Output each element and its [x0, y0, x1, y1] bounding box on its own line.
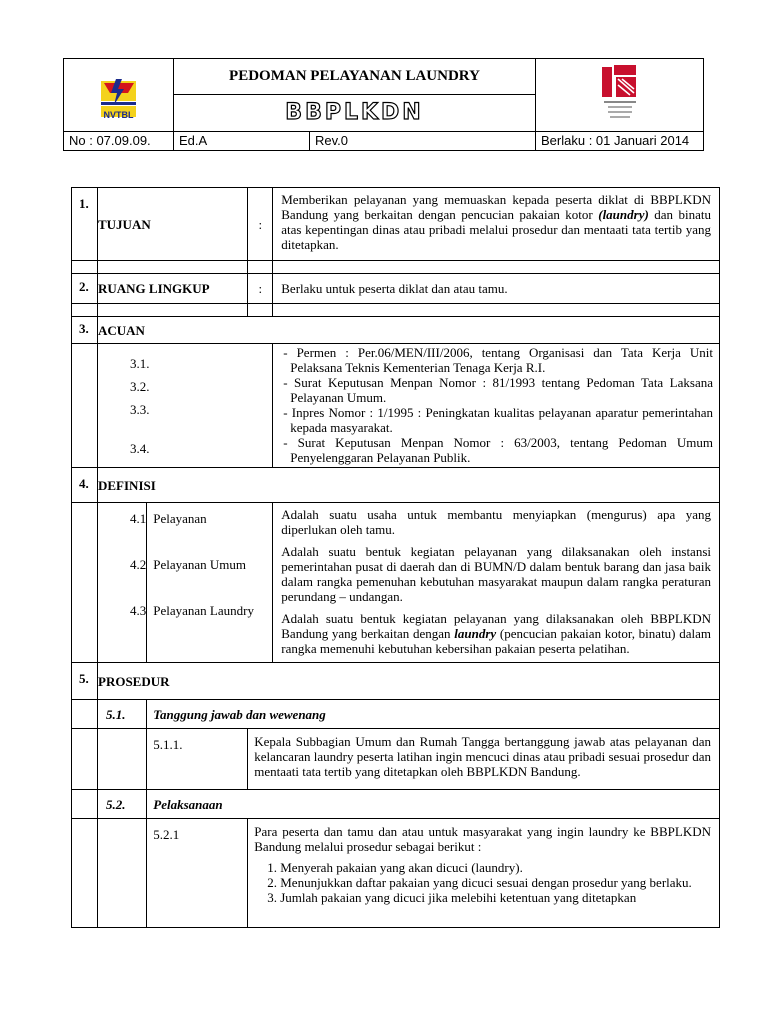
edition: Ed.A — [174, 132, 310, 150]
section-label: RUANG LINGKUP — [98, 274, 248, 304]
purpose-text: Memberikan pelayanan yang memuaskan kepada peserta diklat di BBPLKDN Bandung yang berkaitan dengan pencucian pakaian kotor (laundry) dan binatu atas kepentingan dinas atau pribadi melalui prosedur dan mentaati tata tertib yang ditetapkan. — [273, 188, 720, 261]
item-number: 5.1.1. — [147, 729, 248, 790]
document-header — [63, 58, 704, 151]
section-label: ACUAN — [98, 317, 720, 344]
reference-item: - Surat Keputusan Menpan Nomor : 63/2003, tentang Pedoman Umum Penyelenggaran Pelayanan Publik. — [283, 435, 713, 465]
section-colon: : — [248, 274, 273, 304]
section-procedure-header — [72, 663, 720, 700]
item-text: Kepala Subbagian Umum dan Rumah Tangga bertanggung jawab atas pelayanan dan kelancaran laundry peserta latihan ingin mencuci dinas atau pribadi sesuai prosedur dan mentaati tata tertib yang ditetapkan oleh BBPLKDN Bandung. — [248, 729, 720, 790]
section-label: PROSEDUR — [98, 663, 720, 700]
step-item: 1. Menyerah pakaian yang akan dicuci (laundry). — [280, 860, 711, 875]
definition-texts — [273, 503, 720, 663]
logo-caption: NVTBL — [103, 109, 134, 120]
section-number: 2. — [72, 274, 98, 304]
reference-texts — [273, 344, 720, 468]
document-title: PEDOMAN PELAYANAN LAUNDRY — [174, 59, 535, 95]
definition-item: Adalah suatu usaha untuk membantu menyiapkan (mengurus) apa yang diperlukan oleh tamu. — [281, 507, 711, 537]
subsection-implementation — [72, 790, 720, 819]
revision: Rev.0 — [315, 133, 348, 148]
definition-terms: Pelayanan Pelayanan Umum Pelayanan Laundry — [147, 503, 273, 663]
title-cell — [174, 59, 536, 132]
procedure-table — [71, 187, 720, 928]
definitions-list — [72, 503, 720, 663]
scope-text: Berlaku untuk peserta diklat dan atau tamu. — [273, 274, 720, 304]
step-item: 3. Jumlah pakaian yang dicuci jika melebihi ketentuan yang ditetapkan — [280, 890, 711, 905]
item-text: Para peserta dan tamu dan atau untuk masyarakat yang ingin laundry ke BBPLKDN Bandung melalui prosedur sebagai berikut : — [254, 824, 711, 854]
step-item: 2. Menunjukkan daftar pakaian yang dicuci sesuai dengan prosedur yang berlaku. — [280, 875, 711, 890]
document-number: No : 07.09.09. — [64, 132, 174, 151]
subsection-number: 5.2. — [98, 790, 147, 819]
procedure-item — [72, 819, 720, 928]
section-references-header — [72, 317, 720, 344]
procedure-item — [72, 729, 720, 790]
section-number: 3. — [72, 317, 98, 344]
section-label: TUJUAN — [98, 188, 248, 261]
subsection-number: 5.1. — [98, 700, 147, 729]
section-number: 4. — [72, 468, 98, 503]
definition-item: Adalah suatu bentuk kegiatan pelayanan yang dilaksanakan oleh BBPLKDN Bandung yang berkaitan dengan laundry (pencucian pakaian kotor, binatu) dalam rangka memenuhi kebutuhan kebersihan pakaian peserta pelatihan. — [281, 611, 711, 656]
reference-numbers: 3.1. 3.2. 3.3. 3.4. — [98, 344, 273, 468]
subsection-title: Pelaksanaan — [147, 790, 720, 819]
item-text-block — [248, 819, 720, 928]
reference-item: - Surat Keputusan Menpan Nomor : 81/1993 tentang Pedoman Tata Laksana Pelayanan Umum. — [283, 375, 713, 405]
references-list — [72, 344, 720, 468]
reference-item: - Permen : Per.06/MEN/III/2006, tentang Organisasi dan Tata Kerja Unit Pelaksana Teknis Kementerian Tenaga Kerja R.I. — [283, 345, 713, 375]
certification-cell — [536, 59, 704, 132]
section-purpose — [72, 188, 720, 261]
section-label: DEFINISI — [98, 468, 720, 503]
logo-cell — [64, 59, 174, 132]
definition-item: Adalah suatu bentuk kegiatan pelayanan yang dilaksanakan oleh instansi pemerintahan pusat di daerah dan di BUMN/D dalam bentuk barang dan jasa baik dalam rangka pemenuhan kebutuhan masyarakat maupun dalam rangka peraturan perundang – undangan. — [281, 544, 711, 604]
section-number: 5. — [72, 663, 98, 700]
section-number: 1. — [72, 188, 98, 261]
item-number: 5.2.1 — [147, 819, 248, 928]
steps-list — [248, 860, 719, 905]
section-scope — [72, 274, 720, 304]
reference-item: - Inpres Nomor : 1/1995 : Peningkatan kualitas pelayanan aparatur pemerintahan kepada masyarakat. — [283, 405, 713, 435]
subsection-responsibility — [72, 700, 720, 729]
definition-numbers: 4.1 4.2 4.3 — [98, 503, 147, 663]
section-definitions-header — [72, 468, 720, 503]
institution-name: BBPLKDN — [285, 100, 424, 125]
subsection-title: Tanggung jawab dan wewenang — [147, 700, 720, 729]
effective-date: Berlaku : 01 Januari 2014 — [536, 132, 704, 151]
section-colon: : — [248, 188, 273, 261]
iso-certification-icon — [600, 63, 640, 123]
